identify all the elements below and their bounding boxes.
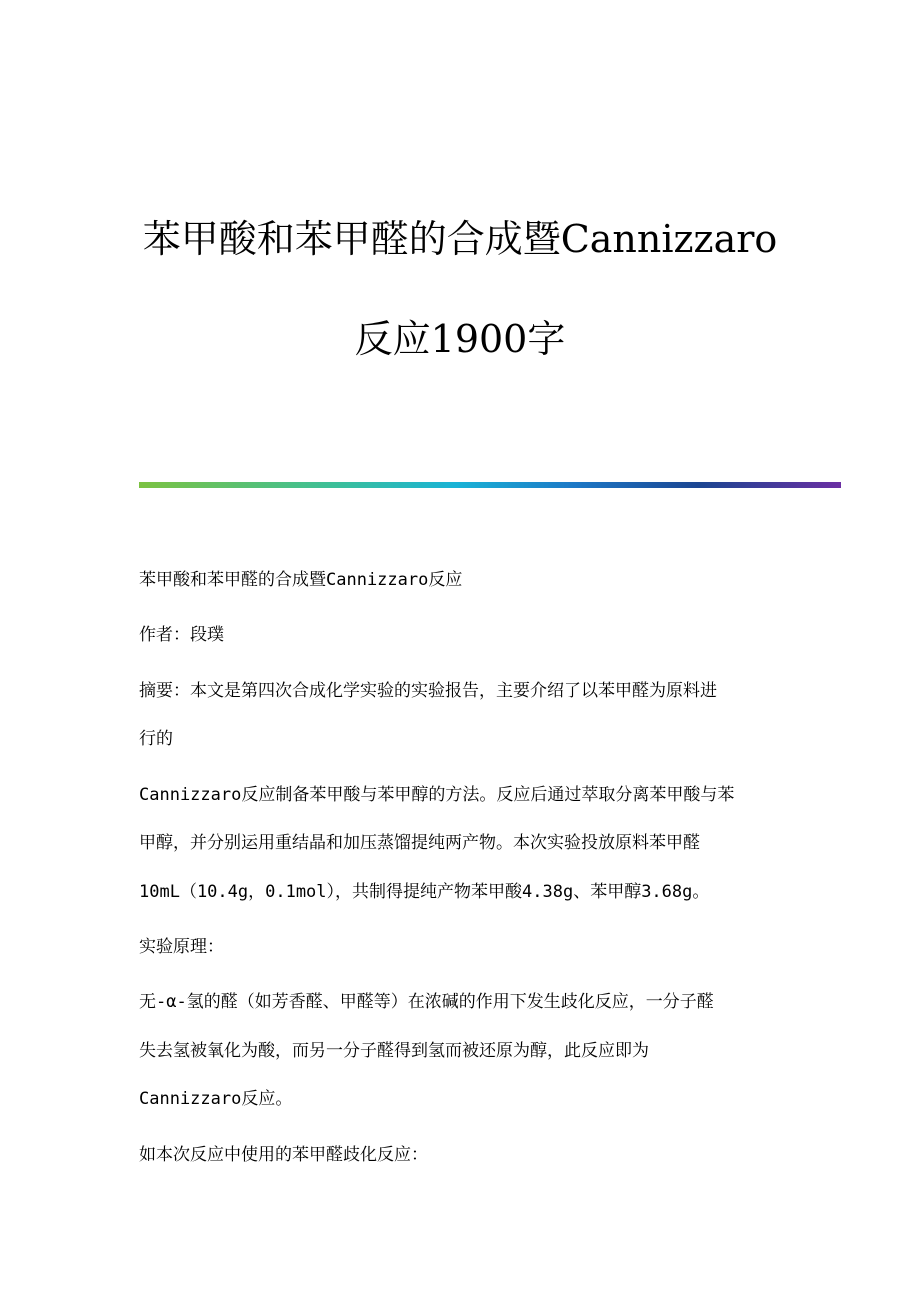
paragraph-abstract-line-1: 摘要：本文是第四次合成化学实验的实验报告，主要介绍了以苯甲醛为原料进 xyxy=(139,681,717,701)
paragraph-principle-heading: 实验原理： xyxy=(139,937,224,957)
paragraph-author: 作者：段璞 xyxy=(139,625,224,645)
paragraph-principle-line-2: 失去氢被氧化为酸，而另一分子醛得到氢而被还原为醇，此反应即为 xyxy=(139,1041,649,1061)
paragraph-principle-line-1: 无-α-氢的醛（如芳香醛、甲醛等）在浓碱的作用下发生歧化反应，一分子醛 xyxy=(139,992,714,1012)
paragraph-example: 如本次反应中使用的苯甲醛歧化反应： xyxy=(139,1145,428,1165)
paragraph-abstract-line-2: 行的 xyxy=(139,729,173,749)
paragraph-method-line-3: 10mL（10.4g，0.1mol），共制得提纯产物苯甲酸4.38g、苯甲醇3.68g。 xyxy=(139,882,710,902)
paragraph-heading: 苯甲酸和苯甲醛的合成暨Cannizzaro反应 xyxy=(139,570,463,590)
paragraph-principle-line-3: Cannizzaro反应。 xyxy=(139,1089,293,1109)
title-line-2: 反应1900字 xyxy=(354,317,566,361)
paragraph-method-line-1: Cannizzaro反应制备苯甲酸与苯甲醇的方法。反应后通过萃取分离苯甲酸与苯 xyxy=(139,785,735,805)
paragraph-method-line-2: 甲醇，并分别运用重结晶和加压蒸馏提纯两产物。本次实验投放原料苯甲醛 xyxy=(139,833,700,853)
gradient-divider xyxy=(139,482,841,488)
title-line-1: 苯甲酸和苯甲醛的合成暨Cannizzaro xyxy=(142,217,778,261)
